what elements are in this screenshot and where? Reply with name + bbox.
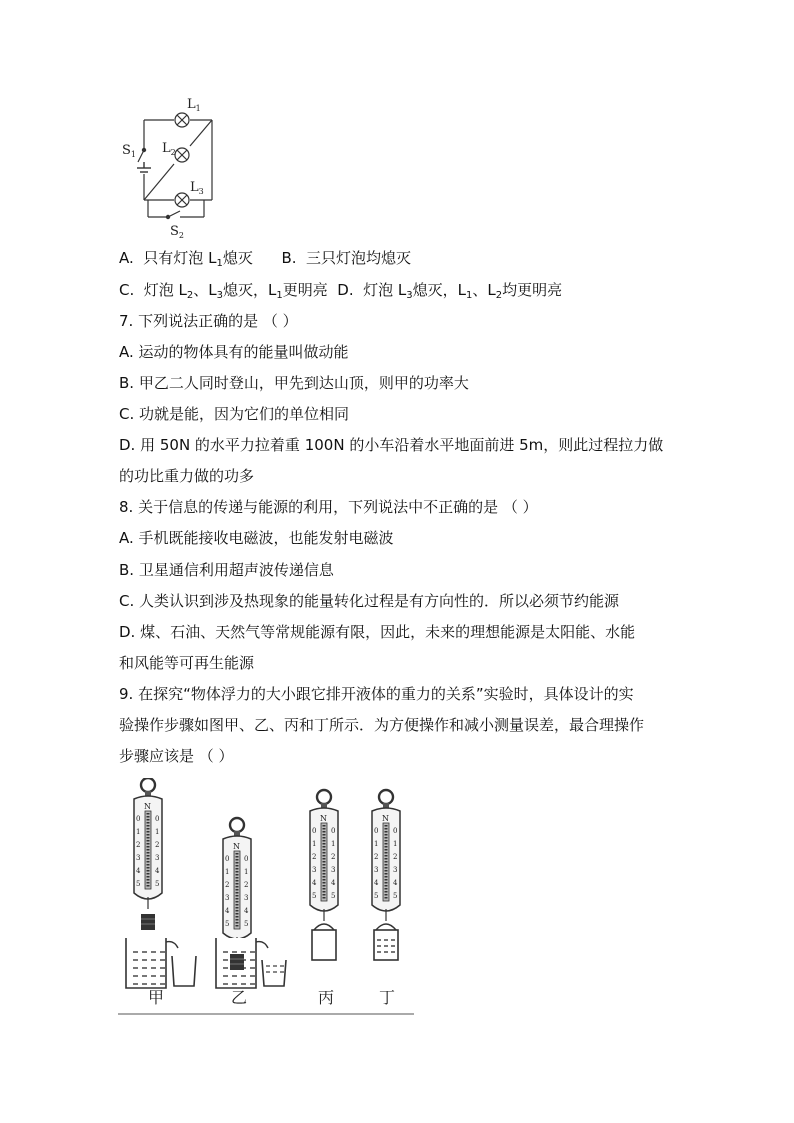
scale-tick-label: 3 xyxy=(374,866,379,874)
scale-tick-label: 4 xyxy=(155,867,160,875)
scale-tick-label: 0 xyxy=(244,855,249,863)
q8-option-c: C. 人类认识到涉及热现象的能量转化过程是有方向性的．所以必须节约能源 xyxy=(119,592,620,610)
q8-option-d-cont: 和风能等可再生能源 xyxy=(119,654,255,672)
scale-tick-label: 4 xyxy=(225,907,230,915)
label-l2: $L_2$ xyxy=(162,141,176,157)
scale-unit-label: N xyxy=(144,802,151,811)
scale-tick-label: 1 xyxy=(331,840,336,848)
scale-tick-label: 2 xyxy=(374,853,379,861)
scale-tick-label: 5 xyxy=(374,892,379,900)
scale-tick-label: 5 xyxy=(225,920,230,928)
scale-tick-label: 4 xyxy=(331,879,336,887)
scale-tick-label: 0 xyxy=(225,855,230,863)
battery-icon xyxy=(137,162,151,172)
caption-bing: 丙 xyxy=(318,988,335,1007)
scale-tick-label: 0 xyxy=(312,827,317,835)
q7-option-b: B. 甲乙二人同时登山，甲先到达山顶，则甲的功率大 xyxy=(119,374,469,392)
scale-tick-label: 3 xyxy=(136,854,141,862)
scale-unit-label: N xyxy=(320,814,327,823)
scale-tick-label: 3 xyxy=(331,866,336,874)
q8-option-d: D. 煤、石油、天然气等常规能源有限，因此，未来的理想能源是太阳能、水能 xyxy=(119,623,636,641)
caption-jia: 甲 xyxy=(148,988,165,1007)
scale-tick-label: 1 xyxy=(155,828,160,836)
q9-stem-line-3: 步骤应该是 （ ） xyxy=(119,747,234,765)
spring-scale-figure xyxy=(118,778,416,1016)
scale-tick-label: 4 xyxy=(244,907,249,915)
lamp-l2-icon xyxy=(175,148,189,162)
circuit-diagram xyxy=(118,92,222,238)
scale-tick-label: 3 xyxy=(393,866,398,874)
scale-tick-label: 0 xyxy=(374,827,379,835)
label-s1: $S_1$ xyxy=(122,143,136,159)
scale-tick-label: 2 xyxy=(244,881,249,889)
scale-tick-label: 1 xyxy=(312,840,317,848)
scale-tick-label: 4 xyxy=(136,867,141,875)
scale-tick-label: 5 xyxy=(312,892,317,900)
q9-stem-line-2: 验操作步骤如图甲、乙、丙和丁所示．为方便操作和减小测量误差，最合理操作 xyxy=(119,716,645,734)
switch-s1 xyxy=(138,148,146,162)
lamp-l1-icon xyxy=(175,113,189,127)
scale-tick-label: 0 xyxy=(393,827,398,835)
scale-tick-label: 3 xyxy=(312,866,317,874)
scale-tick-label: 2 xyxy=(155,841,160,849)
q7-option-d-cont: 的功比重力做的功多 xyxy=(119,467,255,485)
scale-tick-label: 2 xyxy=(312,853,317,861)
caption-ding: 丁 xyxy=(379,988,396,1007)
scale-tick-label: 0 xyxy=(136,815,141,823)
scale-tick-label: 0 xyxy=(331,827,336,835)
q8-option-b: B. 卫星通信利用超声波传递信息 xyxy=(119,561,334,579)
scale-tick-label: 1 xyxy=(225,868,230,876)
scale-tick-label: 5 xyxy=(155,880,160,888)
scale-tick-label: 0 xyxy=(155,815,160,823)
scale-tick-label: 2 xyxy=(393,853,398,861)
switch-s2 xyxy=(166,211,180,219)
q7-stem: 7. 下列说法正确的是 （ ） xyxy=(119,312,298,330)
scale-tick-label: 2 xyxy=(136,841,141,849)
scale-tick-label: 2 xyxy=(225,881,230,889)
scale-unit-label: N xyxy=(233,842,240,851)
scale-tick-label: 2 xyxy=(331,853,336,861)
scale-bing xyxy=(310,790,338,921)
catch-cup xyxy=(262,960,286,986)
q7-option-a: A. 运动的物体具有的能量叫做动能 xyxy=(119,343,349,361)
pail-with-water xyxy=(374,924,398,960)
scale-tick-label: 1 xyxy=(393,840,398,848)
q7-option-c: C. 功就是能，因为它们的单位相同 xyxy=(119,405,350,423)
q6-option-b: B. 三只灯泡均熄灭 xyxy=(281,249,412,267)
scale-tick-label: 5 xyxy=(393,892,398,900)
overflow-beaker xyxy=(126,938,178,988)
object-block xyxy=(230,954,244,970)
q9-stem-line-1: 9. 在探究“物体浮力的大小跟它排开液体的重力的关系”实验时，具体设计的实 xyxy=(119,685,634,703)
scale-tick-label: 5 xyxy=(331,892,336,900)
scale-jia xyxy=(134,778,162,909)
label-l1: $L_1$ xyxy=(187,97,201,113)
scale-tick-label: 4 xyxy=(393,879,398,887)
q6-options-row-1 xyxy=(119,248,411,268)
object-block xyxy=(141,914,155,930)
lamp-l3-icon xyxy=(175,193,189,207)
q6-option-a: A. 只有灯泡 $L_1$熄灭 xyxy=(119,249,253,269)
label-s2: $S_2$ xyxy=(170,224,184,238)
scale-tick-label: 3 xyxy=(225,894,230,902)
scale-tick-label: 1 xyxy=(374,840,379,848)
pail-empty xyxy=(312,924,336,960)
scale-tick-label: 5 xyxy=(244,920,249,928)
q7-option-d: D. 用 50N 的水平力拉着重 100N 的小车沿着水平地面前进 5m，则此过程拉力做 xyxy=(119,436,664,454)
scale-tick-label: 5 xyxy=(136,880,141,888)
catch-cup xyxy=(172,956,196,986)
label-l3: $L_3$ xyxy=(190,180,204,196)
scale-ding xyxy=(372,790,400,921)
scale-tick-label: 4 xyxy=(374,879,379,887)
scale-yi xyxy=(223,818,251,949)
scale-tick-label: 1 xyxy=(136,828,141,836)
caption-yi: 乙 xyxy=(231,988,248,1007)
scale-tick-label: 4 xyxy=(312,879,317,887)
scale-tick-label: 1 xyxy=(244,868,249,876)
q8-option-a: A. 手机既能接收电磁波，也能发射电磁波 xyxy=(119,529,394,547)
q8-stem: 8. 关于信息的传递与能源的利用，下列说法中不正确的是 （ ） xyxy=(119,498,538,516)
scale-tick-label: 3 xyxy=(244,894,249,902)
scale-unit-label: N xyxy=(382,814,389,823)
q6-options-row-2: C. 灯泡 $L_2$、$L_3$熄灭，$L_1$更明亮 D. 灯泡 $L_3$熄灭，$L_1$、$L_2$均更明亮 xyxy=(119,281,563,301)
scale-tick-label: 3 xyxy=(155,854,160,862)
